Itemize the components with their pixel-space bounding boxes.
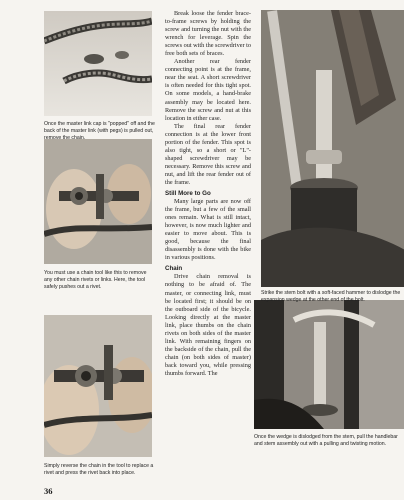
caption-stem-bolt: Strike the stem bolt with a soft-faced hammer to dislodge the expansion wedge at the other end of the bolt. xyxy=(261,290,401,304)
caption-reverse-chain: Simply reverse the chain in the tool to replace a rivet and press the rivet back into place. xyxy=(44,463,154,477)
photo-stem-bolt xyxy=(261,10,404,287)
paragraph-chain: Drive chain removal is nothing to be afraid of. The master, or connecting link, must be located first; it should be on the outboard side of the bicycle. Looking directly at the master link, place thumbs on the chain rivets on both sides of the master link. With remaining fingers on the backside of the chain, pull the chain (on both sides of master) back toward you, while pressing thumbs forward. The xyxy=(165,273,251,377)
paragraph-fender-seat: Another rear fender connecting point is at the frame, near the seat. A short screwdriver is often needed for this tight spot. On some models, a hand-brake assembly may be located here. Remove the screw and nut at this location in either case. xyxy=(165,58,251,122)
photo-wedge-dislodged xyxy=(254,300,404,429)
caption-chain-removed: Once the master link cap is "popped" off and the back of the master link (with pegs) is pulled out, remove the chain. xyxy=(44,121,155,142)
paragraph-fender-final: The final rear fender connection is at the lower front portion of the fender. This spot is also tight, so a short or "L"-shaped screwdriver may be necessary. Remove this screw and nut, and lift the rear fender out of the frame. xyxy=(165,122,251,186)
photo-chain-tool xyxy=(44,139,152,264)
paragraph-still-more: Many large parts are now off the frame, but a few of the small ones remain. What is still intact, however, is now much lighter and easier to move about. This is good, because the final disassembly is done with the bike in various positions. xyxy=(165,198,251,262)
page-number: 36 xyxy=(44,486,53,496)
paragraph-fender-braces: Break loose the fender brace-to-frame screws by holding the screw and turning the nut with the wrench for leverage. Spin the screws out with the screwdriver to free both sets of braces. xyxy=(165,10,251,58)
caption-wedge-dislodged: Once the wedge is dislodged from the stem, pull the handlebar and stem assembly out with a pulling and twisting motion. xyxy=(254,434,398,448)
photo-chain-removed xyxy=(44,11,152,116)
body-text-column xyxy=(165,10,251,378)
photo-reverse-chain xyxy=(44,315,152,457)
caption-chain-tool: You must use a chain tool like this to remove any other chain rivets or links. Here, the tool safely pushes out a rivet. xyxy=(44,270,147,291)
heading-chain: Chain xyxy=(165,265,183,273)
heading-still-more-to-go: Still More to Go xyxy=(165,190,211,198)
